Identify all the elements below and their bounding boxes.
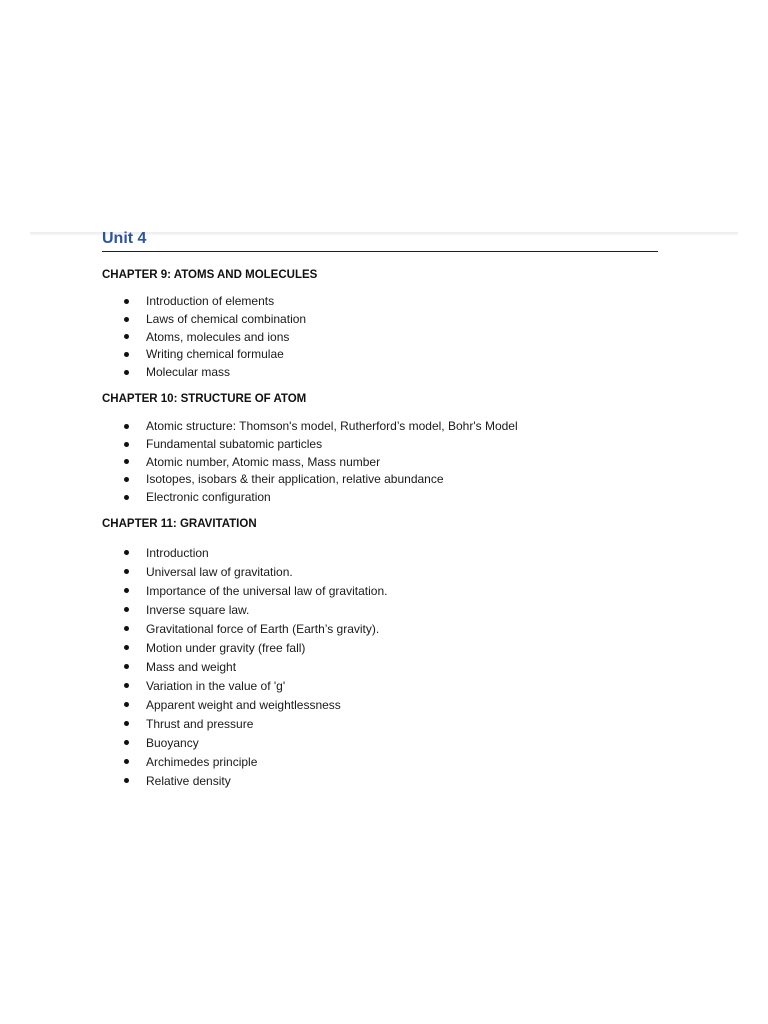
- bullet-icon: [124, 683, 129, 688]
- topic-text: Atomic structure: Thomson's model, Rutherford’s model, Bohr's Model: [146, 418, 518, 433]
- bullet-icon: [124, 664, 129, 669]
- bullet-icon: [124, 721, 129, 726]
- bullet-icon: [124, 370, 129, 375]
- bullet-icon: [124, 645, 129, 650]
- list-item: [102, 677, 658, 696]
- list-item: [102, 436, 658, 454]
- list-item: [102, 639, 658, 658]
- bullet-icon: [124, 495, 129, 500]
- topic-text: Importance of the universal law of gravitation.: [146, 583, 388, 598]
- topic-text: Motion under gravity (free fall): [146, 640, 306, 655]
- topic-text: Introduction of elements: [146, 294, 275, 308]
- bullet-icon: [124, 759, 129, 764]
- list-item: [102, 364, 658, 382]
- list-item: [102, 293, 658, 311]
- list-item: [102, 563, 658, 582]
- bullet-icon: [124, 607, 129, 612]
- topic-text: Writing chemical formulae: [146, 347, 284, 362]
- document-body: [102, 228, 658, 791]
- chapter-heading-11: CHAPTER 11: GRAVITATION: [102, 517, 257, 530]
- list-item: [102, 346, 658, 364]
- topic-text: Gravitational force of Earth (Earth’s gravity).: [146, 621, 380, 636]
- chapter-10-topic-list: [102, 418, 658, 507]
- bullet-icon: [124, 317, 129, 322]
- topic-text: Relative density: [146, 773, 231, 788]
- unit-title: Unit 4: [102, 230, 147, 247]
- list-item: [102, 582, 658, 601]
- list-item: [102, 454, 658, 472]
- bullet-icon: [124, 550, 129, 555]
- topic-text: Isotopes, isobars & their application, relative abundance: [146, 472, 444, 487]
- topic-text: Universal law of gravitation.: [146, 564, 293, 579]
- bullet-icon: [124, 778, 129, 783]
- bullet-icon: [124, 740, 129, 745]
- bullet-icon: [124, 459, 129, 464]
- topic-text: Atomic number, Atomic mass, Mass number: [146, 454, 381, 469]
- topic-text: Thrust and pressure: [146, 716, 254, 731]
- topic-text: Laws of chemical combination: [146, 311, 307, 326]
- chapter-9-topic-list: [102, 293, 658, 382]
- topic-text: Atoms, molecules and ions: [146, 329, 290, 344]
- list-item: [102, 471, 658, 489]
- bullet-icon: [124, 702, 129, 707]
- list-item: [102, 544, 658, 563]
- chapter-heading-10: CHAPTER 10: STRUCTURE OF ATOM: [102, 392, 307, 405]
- list-item: [102, 696, 658, 715]
- topic-text: Mass and weight: [146, 659, 237, 674]
- bullet-icon: [124, 334, 129, 339]
- topic-text: Buoyancy: [146, 735, 199, 750]
- list-item: [102, 620, 658, 639]
- list-item: [102, 311, 658, 329]
- topic-text: Electronic configuration: [146, 490, 271, 505]
- list-item: [102, 601, 658, 620]
- list-item: [102, 329, 658, 347]
- bullet-icon: [124, 477, 129, 482]
- bullet-icon: [124, 352, 129, 357]
- topic-text: Fundamental subatomic particles: [146, 436, 323, 451]
- topic-text: Apparent weight and weightlessness: [146, 697, 341, 712]
- unit-title-rule: [102, 251, 658, 252]
- bullet-icon: [124, 569, 129, 574]
- topic-text: Inverse square law.: [146, 602, 250, 617]
- list-item: [102, 753, 658, 772]
- topic-text: Archimedes principle: [146, 754, 258, 769]
- list-item: [102, 772, 658, 791]
- list-item: [102, 489, 658, 507]
- chapter-heading-9: CHAPTER 9: ATOMS AND MOLECULES: [102, 269, 318, 281]
- list-item: [102, 734, 658, 753]
- chapter-11-topic-list: [102, 544, 658, 791]
- list-item: [102, 715, 658, 734]
- topic-text: Introduction: [146, 545, 209, 560]
- list-item: [102, 418, 658, 436]
- bullet-icon: [124, 588, 129, 593]
- topic-text: Molecular mass: [146, 365, 231, 380]
- list-item: [102, 658, 658, 677]
- bullet-icon: [124, 626, 129, 631]
- topic-text: Variation in the value of 'g': [146, 678, 286, 693]
- bullet-icon: [124, 424, 129, 429]
- bullet-icon: [124, 299, 129, 304]
- bullet-icon: [124, 442, 129, 447]
